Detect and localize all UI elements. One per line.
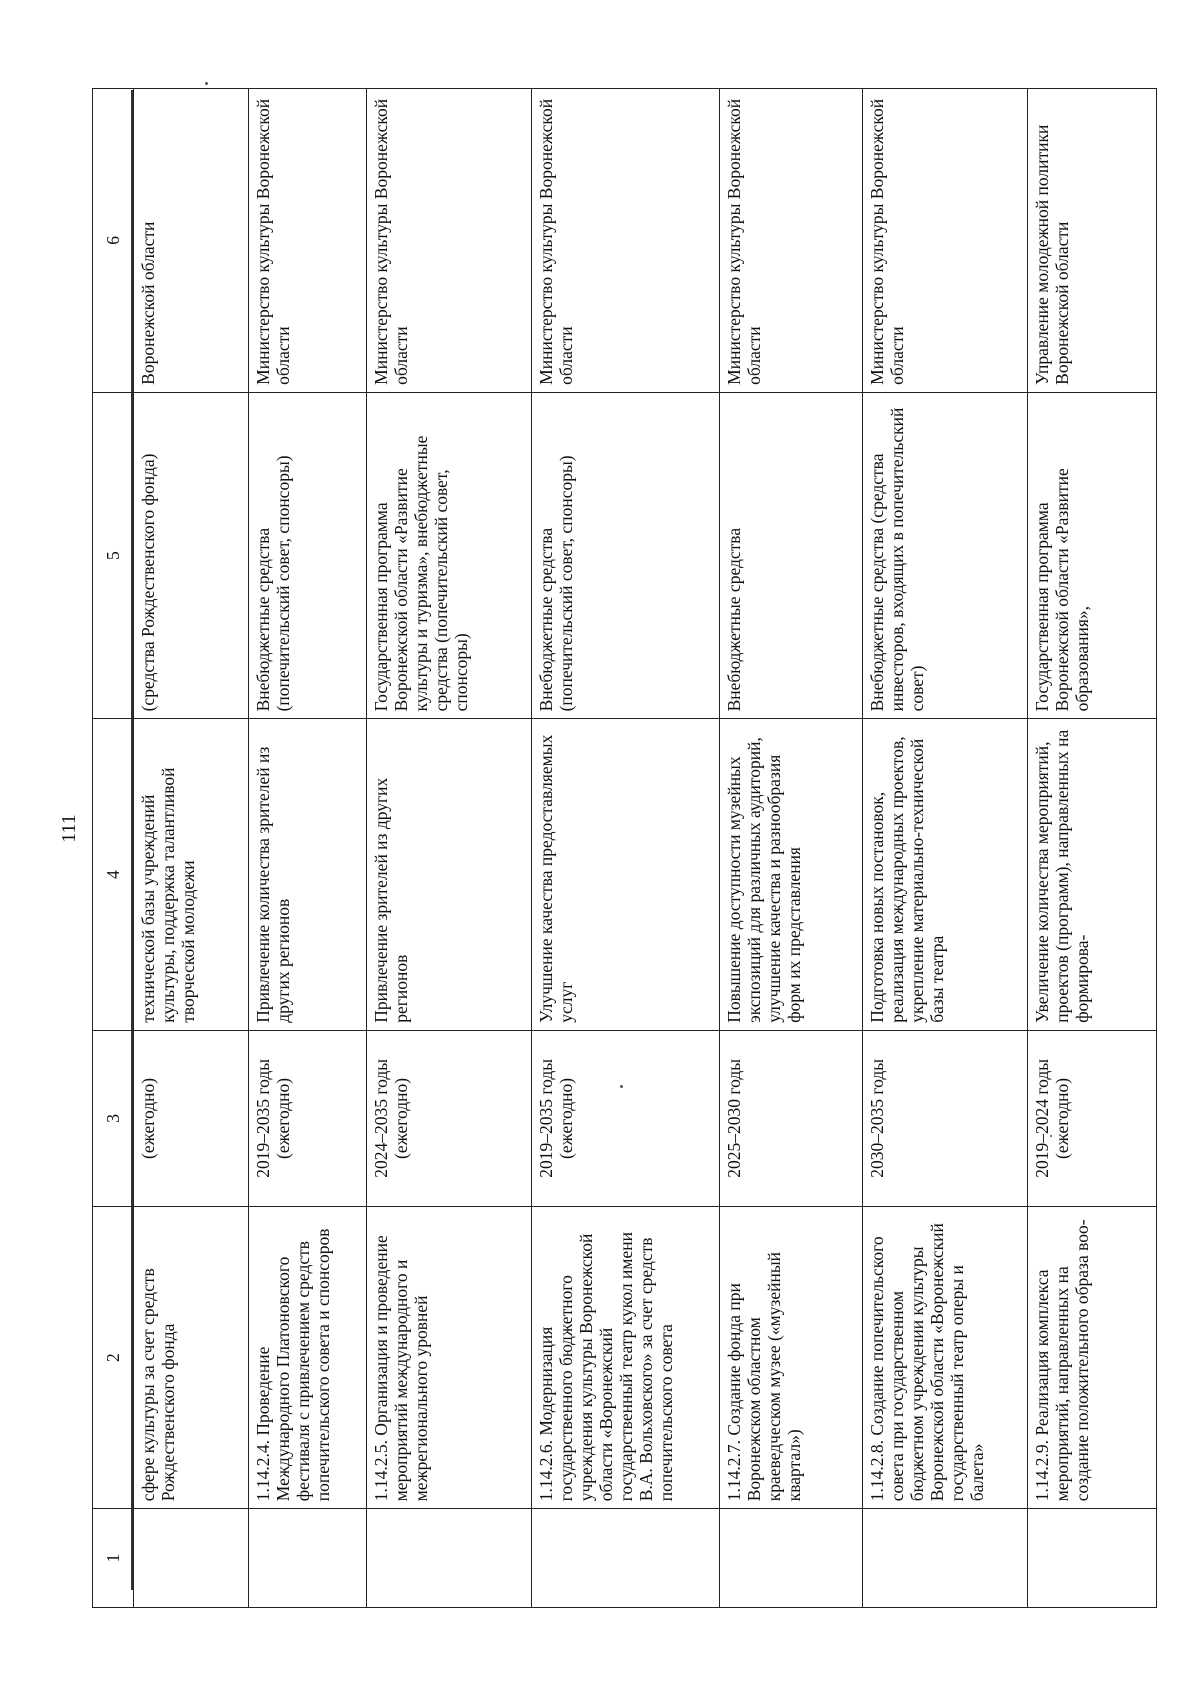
page-number: 111 bbox=[57, 814, 80, 843]
cell-number bbox=[367, 1509, 532, 1608]
column-header: 5 bbox=[93, 392, 134, 719]
cell-number bbox=[720, 1509, 863, 1608]
cell-result: Улучшение качества предоставляемых услуг bbox=[531, 719, 719, 1030]
table-row bbox=[531, 89, 719, 1608]
column-header: 3 bbox=[93, 1030, 134, 1206]
header-row bbox=[93, 89, 134, 1608]
cell-responsible: Министерство культуры Воронежской области bbox=[531, 89, 719, 393]
cell-measure: 1.14.2.4. Проведение Международного Платоновского фестиваля с привлечением средств попечительского совета и спонсоров bbox=[249, 1207, 367, 1509]
cell-period: 2019–2035 годы (ежегодно) bbox=[249, 1030, 367, 1206]
cell-number bbox=[863, 1509, 1028, 1608]
column-header: 4 bbox=[93, 719, 134, 1030]
cell-result: технической базы учреждений культуры, поддержка талантливой творческой молодежи bbox=[134, 719, 249, 1030]
cell-responsible: Министерство культуры Воронежской области bbox=[367, 89, 532, 393]
cell-funding: Внебюджетные средства (попечительский совет, спонсоры) bbox=[249, 392, 367, 719]
cell-measure: 1.14.2.9. Реализация комплекса мероприятий, направленных на создание положительного образа воо- bbox=[1027, 1207, 1156, 1509]
cell-number bbox=[134, 1509, 249, 1608]
cell-number bbox=[1027, 1509, 1156, 1608]
cell-period: (ежегодно) bbox=[134, 1030, 249, 1206]
cell-measure: 1.14.2.8. Создание попечительского совета при государственном бюджетном учреждении культуры Воронежской области «Воронежский государственный театр оперы и балета» bbox=[863, 1207, 1028, 1509]
cell-responsible: Воронежской области bbox=[134, 89, 249, 393]
cell-result: Повышение доступности музейных экспозиций для различных аудиторий, улучшение качества и разнообразия форм их представления bbox=[720, 719, 863, 1030]
cell-number bbox=[531, 1509, 719, 1608]
cell-measure: 1.14.2.6. Модернизация государственного бюджетного учреждения культуры Воронежской области «Воронежский государственный театр кукол имени В.А. Вольховского» за счет средств попечительского совета bbox=[531, 1207, 719, 1509]
cell-measure: 1.14.2.7. Создание фонда при Воронежском областном краеведческом музее («музейный квартал») bbox=[720, 1207, 863, 1509]
cell-result: Подготовка новых постановок, реализация международных проектов, укрепление материально-технической базы театра bbox=[863, 719, 1028, 1030]
table-row bbox=[367, 89, 532, 1608]
cell-funding: Внебюджетные средства (средства инвесторов, входящих в попечительский совет) bbox=[863, 392, 1028, 719]
table-row bbox=[1027, 89, 1156, 1608]
cell-funding: Внебюджетные средства bbox=[720, 392, 863, 719]
cell-responsible: Управление молодежной политики Воронежской области bbox=[1027, 89, 1156, 393]
cell-period: 2025–2030 годы bbox=[720, 1030, 863, 1206]
table-row bbox=[720, 89, 863, 1608]
rotated-table-container bbox=[92, 88, 1157, 1608]
cell-measure: сфере культуры за счет средств Рождественского фонда bbox=[134, 1207, 249, 1509]
column-header: 2 bbox=[93, 1207, 134, 1509]
cell-responsible: Министерство культуры Воронежской области bbox=[249, 89, 367, 393]
cell-period: 2030–2035 годы bbox=[863, 1030, 1028, 1206]
table-row bbox=[249, 89, 367, 1608]
cell-funding: Государственная программа Воронежской области «Развитие образования», bbox=[1027, 392, 1156, 719]
column-header: 6 bbox=[93, 89, 134, 393]
measures-table bbox=[92, 88, 1157, 1608]
cell-number bbox=[249, 1509, 367, 1608]
cell-period: 2019–2024 годы (ежегодно) bbox=[1027, 1030, 1156, 1206]
cell-result: Привлечение количества зрителей из других регионов bbox=[249, 719, 367, 1030]
cell-result: Привлечение зрителей из других регионов bbox=[367, 719, 532, 1030]
cell-funding: Государственная программа Воронежской области «Развитие культуры и туризма», внебюджетные средства (попечительский совет, спонсоры) bbox=[367, 392, 532, 719]
cell-period: 2019–2035 годы (ежегодно) bbox=[531, 1030, 719, 1206]
table-row bbox=[863, 89, 1028, 1608]
cell-result: Увеличение количества мероприятий, проектов (программ), направленных на формирова- bbox=[1027, 719, 1156, 1030]
cell-responsible: Министерство культуры Воронежской области bbox=[863, 89, 1028, 393]
cell-funding: (средства Рождественского фонда) bbox=[134, 392, 249, 719]
scan-speck bbox=[205, 82, 208, 85]
table-row bbox=[134, 89, 249, 1608]
cell-measure: 1.14.2.5. Организация и проведение мероприятий международного и межрегионального уровней bbox=[367, 1207, 532, 1509]
cell-period: 2024–2035 годы (ежегодно) bbox=[367, 1030, 532, 1206]
cell-responsible: Министерство культуры Воронежской области bbox=[720, 89, 863, 393]
cell-funding: Внебюджетные средства (попечительский совет, спонсоры) bbox=[531, 392, 719, 719]
column-header: 1 bbox=[93, 1509, 134, 1608]
